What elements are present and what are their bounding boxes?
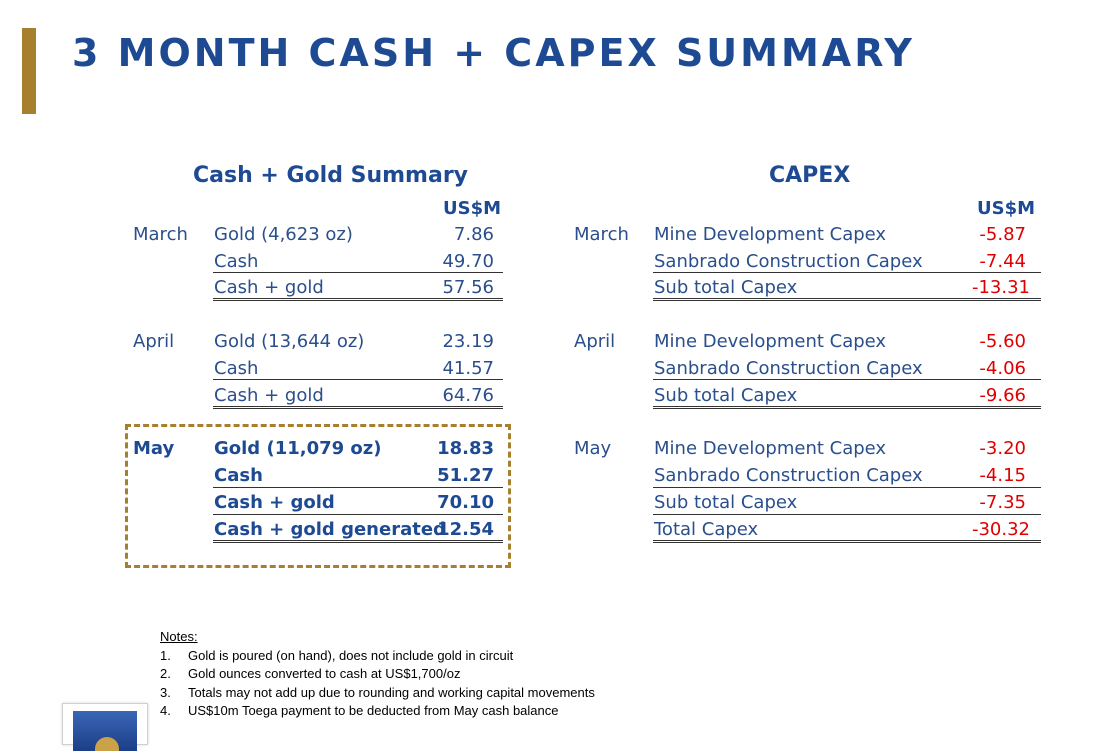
cash-gold-may-total-value: 70.10 xyxy=(437,492,494,513)
cash-gold-march-label: March xyxy=(133,224,188,245)
cash-gold-may-total-label: Cash + gold xyxy=(214,492,335,513)
capex-may-sanbrado-value: -4.15 xyxy=(979,465,1026,486)
capex-april-sanbrado-label: Sanbrado Construction Capex xyxy=(654,358,923,379)
note-item xyxy=(160,684,595,703)
cash-gold-april-gold-label: Gold (13,644 oz) xyxy=(214,331,365,352)
capex-march-rule xyxy=(653,272,1041,273)
capex-total-double-rule xyxy=(653,540,1041,543)
notes-heading: Notes: xyxy=(160,629,198,644)
title-accent-bar xyxy=(22,28,36,114)
cash-gold-march-cash-label: Cash xyxy=(214,251,259,272)
capex-april-double-rule xyxy=(653,406,1041,409)
note-number: 1. xyxy=(160,647,171,663)
cash-gold-unit-header: US$M xyxy=(443,198,502,219)
cash-gold-march-cash-value: 49.70 xyxy=(442,251,494,272)
note-text: Gold is poured (on hand), does not include gold in circuit xyxy=(188,647,514,663)
cash-gold-march-total-value: 57.56 xyxy=(442,277,494,298)
capex-march-sub-value: -13.31 xyxy=(971,277,1030,298)
cash-gold-may-total-rule xyxy=(213,514,503,515)
capex-march-mine-label: Mine Development Capex xyxy=(654,224,887,245)
capex-april-rule xyxy=(653,379,1041,380)
note-item xyxy=(160,665,595,684)
capex-april-sub-value: -9.66 xyxy=(979,385,1026,406)
capex-march-sanbrado-label: Sanbrado Construction Capex xyxy=(654,251,923,272)
capex-may-sub-rule xyxy=(653,514,1041,515)
cash-gold-march-gold-value: 7.86 xyxy=(453,224,494,245)
capex-april-mine-label: Mine Development Capex xyxy=(654,331,887,352)
cash-gold-april-double-rule xyxy=(213,406,503,409)
cash-gold-may-cash-value: 51.27 xyxy=(437,465,494,486)
cash-gold-april-rule xyxy=(213,379,503,380)
capex-march-mine-value: -5.87 xyxy=(979,224,1026,245)
note-number: 4. xyxy=(160,703,171,718)
capex-april-mine-value: -5.60 xyxy=(979,331,1026,352)
note-number: 3. xyxy=(160,684,171,700)
note-item xyxy=(160,647,595,666)
capex-march-sub-label: Sub total Capex xyxy=(654,277,798,298)
capex-may-rule xyxy=(653,487,1041,488)
capex-heading: CAPEX xyxy=(769,163,851,188)
capex-total-value: -30.32 xyxy=(971,519,1030,540)
capex-march-label: March xyxy=(574,224,629,245)
note-text: Gold ounces converted to cash at US$1,700/oz xyxy=(188,666,461,681)
cash-gold-march-double-rule xyxy=(213,298,503,301)
cash-gold-may-gold-label: Gold (11,079 oz) xyxy=(214,438,382,459)
cash-gold-april-total-label: Cash + gold xyxy=(214,385,324,406)
logo-gold-shape xyxy=(95,737,119,751)
capex-may-sanbrado-label: Sanbrado Construction Capex xyxy=(654,465,923,486)
cash-gold-april-label: April xyxy=(133,331,175,352)
cash-gold-may-double-rule xyxy=(213,540,503,543)
company-logo xyxy=(62,703,148,745)
cash-gold-march-gold-label: Gold (4,623 oz) xyxy=(214,224,353,245)
capex-april-label: April xyxy=(574,331,616,352)
capex-may-sub-value: -7.35 xyxy=(979,492,1026,513)
capex-total-label: Total Capex xyxy=(654,519,759,540)
capex-april-sub-label: Sub total Capex xyxy=(654,385,798,406)
capex-march-double-rule xyxy=(653,298,1041,301)
cash-gold-may-generated-value: 12.54 xyxy=(437,519,494,540)
cash-gold-april-gold-value: 23.19 xyxy=(442,331,494,352)
logo-blue-emblem xyxy=(73,711,137,751)
note-text: US$10m Toega payment to be deducted from May cash balance xyxy=(188,703,559,718)
cash-gold-may-gold-value: 18.83 xyxy=(437,438,494,459)
capex-may-mine-label: Mine Development Capex xyxy=(654,438,887,459)
note-text: Totals may not add up due to rounding and working capital movements xyxy=(188,684,595,700)
cash-gold-april-cash-value: 41.57 xyxy=(442,358,494,379)
page-title: 3 MONTH CASH + CAPEX SUMMARY xyxy=(72,31,915,75)
cash-gold-march-total-label: Cash + gold xyxy=(214,277,324,298)
cash-gold-may-cash-label: Cash xyxy=(214,465,263,486)
cash-gold-march-rule xyxy=(213,272,503,273)
cash-gold-may-generated-label: Cash + gold generated xyxy=(214,519,446,540)
cash-gold-april-total-value: 64.76 xyxy=(442,385,494,406)
cash-gold-may-label: May xyxy=(133,438,175,459)
capex-may-label: May xyxy=(574,438,612,459)
capex-march-sanbrado-value: -7.44 xyxy=(979,251,1026,272)
cash-gold-may-rule xyxy=(213,487,503,488)
capex-unit-header: US$M xyxy=(977,198,1036,219)
notes xyxy=(160,628,595,721)
capex-april-sanbrado-value: -4.06 xyxy=(979,358,1026,379)
note-number: 2. xyxy=(160,666,171,681)
capex-may-sub-label: Sub total Capex xyxy=(654,492,798,513)
cash-gold-april-cash-label: Cash xyxy=(214,358,259,379)
note-item xyxy=(160,702,595,721)
capex-may-mine-value: -3.20 xyxy=(979,438,1026,459)
cash-gold-heading: Cash + Gold Summary xyxy=(193,163,469,188)
